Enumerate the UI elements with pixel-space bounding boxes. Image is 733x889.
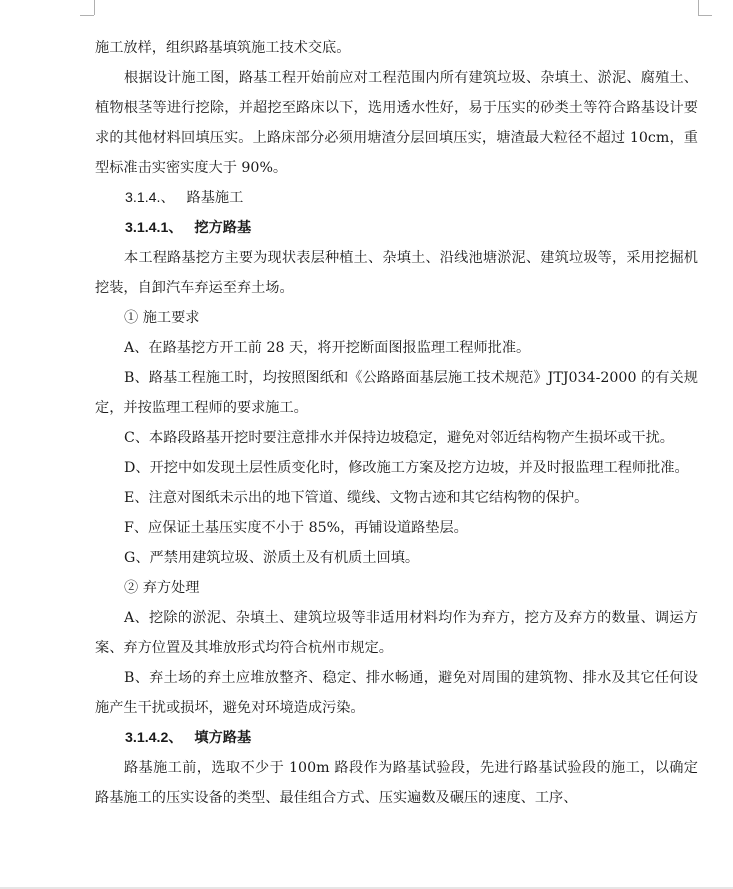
margin-corner-mark (80, 15, 94, 16)
list-item: G、严禁用建筑垃圾、淤质土及有机质土回填。 (124, 550, 420, 566)
section-title: 填方路基 (194, 730, 252, 746)
section-number: 3.1.4.1 (125, 220, 169, 236)
paragraph: 施工放样，组织路基填筑施工技术交底。 (95, 40, 351, 56)
margin-corner-mark (698, 0, 699, 15)
paragraph: 路基施工前，选取不少于 100m 路段作为路基试验段，先进行路基试验段的施工，以确定路基施工的压实设备的类型、最佳组合方式、压实遍数及碾压的速度、工序、 (95, 760, 698, 806)
list-item: C、本路段路基开挖时要注意排水并保持边坡稳定，避免对邻近结构物产生损坏或干扰。 (124, 430, 674, 446)
list-item: B、路基工程施工时，均按照图纸和《公路路面基层施工技术规范》JTJ034-2000 的有关规定，并按监理工程师的要求施工。 (95, 370, 698, 416)
section-number: 3.1.4. (125, 190, 161, 206)
list-item: A、在路基挖方开工前 28 天，将开挖断面图报监理工程师批准。 (124, 340, 531, 356)
list-item: E、注意对图纸未示出的地下管道、缆线、文物古迹和其它结构物的保护。 (124, 490, 589, 506)
subsection-heading: 3.1.4.2、 填方路基 (125, 730, 252, 746)
section-number: 3.1.4.2 (125, 730, 169, 746)
list-item: A、挖除的淤泥、杂填土、建筑垃圾等非适用材料均作为弃方，挖方及弃方的数量、调运方案、弃方位置及其堆放形式均符合杭州市规定。 (95, 610, 698, 656)
subsection-heading: 3.1.4.1、 挖方路基 (125, 220, 252, 236)
paragraph: 根据设计施工图，路基工程开始前应对工程范围内所有建筑垃圾、杂填土、淤泥、腐殖土、植物根茎等进行挖除，并超挖至路床以下，选用透水性好，易于压实的砂类土等符合路基设计要求的其他材料回填压实。上路床部分必须用塘渣分层回填压实，塘渣最大粒径不超过 10cm，重型标准击实密实度大于 90%。 (95, 70, 698, 176)
list-item: B、弃土场的弃土应堆放整齐、稳定、排水畅通，避免对周围的建筑物、排水及其它任何设施产生干扰或损坏，避免对环境造成污染。 (95, 670, 698, 716)
list-item: F、应保证土基压实度不小于 85%，再铺设道路垫层。 (124, 520, 468, 536)
list-subheading: ② 弃方处理 (124, 580, 200, 596)
list-subheading: ① 施工要求 (124, 310, 200, 326)
document-body (95, 33, 698, 813)
section-title: 路基施工 (186, 190, 244, 206)
margin-corner-mark (94, 0, 95, 15)
list-item: D、开挖中如发现土层性质变化时，修改施工方案及挖方边坡，并及时报监理工程师批准。 (124, 460, 689, 476)
margin-corner-mark (698, 15, 712, 16)
section-title: 挖方路基 (194, 220, 252, 236)
paragraph: 本工程路基挖方主要为现状表层种植土、杂填土、沿线池塘淤泥、建筑垃圾等，采用挖掘机挖装，自卸汽车弃运至弃土场。 (95, 250, 698, 296)
section-heading: 3.1.4.、 路基施工 (125, 190, 244, 206)
